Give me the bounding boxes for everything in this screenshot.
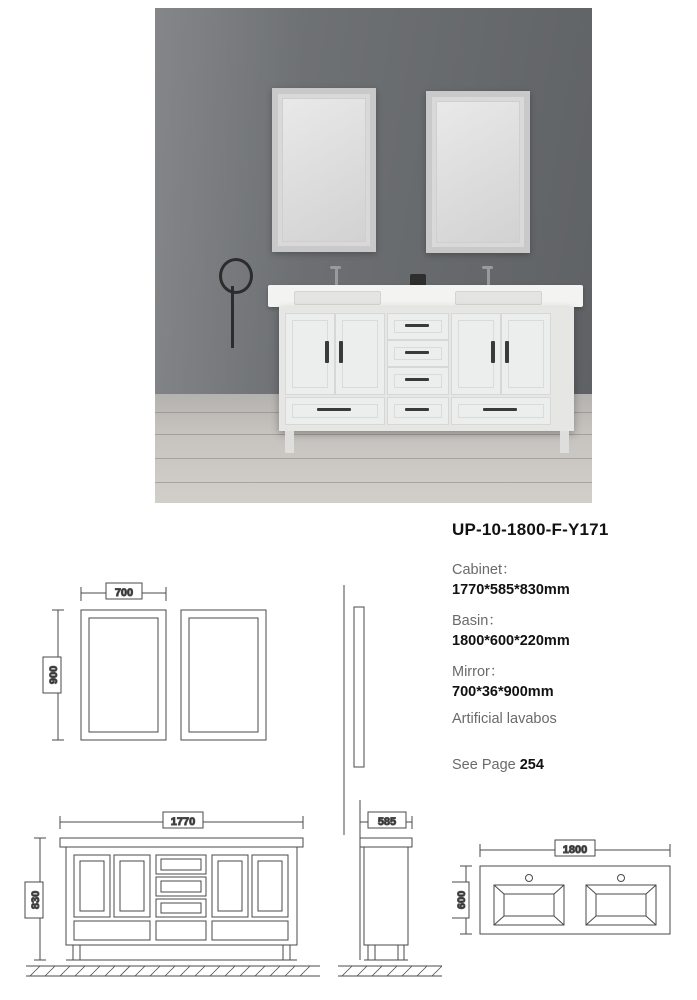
mirror-elevation-drawing xyxy=(26,575,316,785)
spec-label-cabinet: Cabinet： xyxy=(452,562,517,578)
mirror-glass xyxy=(282,98,366,242)
see-page-label: See Page xyxy=(452,757,520,773)
spec-value-basin: 1800*600*220mm xyxy=(452,633,570,649)
cabinet-height-label: 830 xyxy=(30,890,42,910)
spec-label-basin: Basin： xyxy=(452,613,503,629)
photo-basin-right xyxy=(455,291,542,305)
spec-label-mirror: Mirror： xyxy=(452,664,505,680)
model-number: UP-10-1800-F-Y171 xyxy=(452,520,609,539)
cabinet-side-drawing xyxy=(330,800,450,995)
cabinet-depth-label: 585 xyxy=(377,816,397,828)
mirror-height-label: 900 xyxy=(48,665,60,685)
mirror-width-label: 700 xyxy=(114,587,134,599)
basin-depth-label: 600 xyxy=(456,890,468,910)
spec-note-material: Artificial lavabos xyxy=(452,711,557,727)
product-photo xyxy=(155,8,592,503)
see-page-reference xyxy=(452,757,692,773)
cabinet-width-label: 1770 xyxy=(170,816,196,828)
photo-cabinet xyxy=(279,307,574,431)
see-page-number: 254 xyxy=(519,757,544,773)
basin-top-view-drawing xyxy=(452,830,687,950)
cabinet-front-drawing xyxy=(18,800,328,995)
mirror-glass xyxy=(436,101,520,243)
photo-mirror-left xyxy=(272,88,376,252)
photo-basin-left xyxy=(294,291,381,305)
basin-width-label: 1800 xyxy=(562,844,588,856)
photo-mirror-right xyxy=(426,91,530,253)
towel-ring-icon xyxy=(219,258,253,294)
spec-value-cabinet: 1770*585*830mm xyxy=(452,582,570,598)
product-info xyxy=(452,520,692,773)
towel-bar xyxy=(231,286,234,348)
spec-value-mirror: 700*36*900mm xyxy=(452,684,554,700)
